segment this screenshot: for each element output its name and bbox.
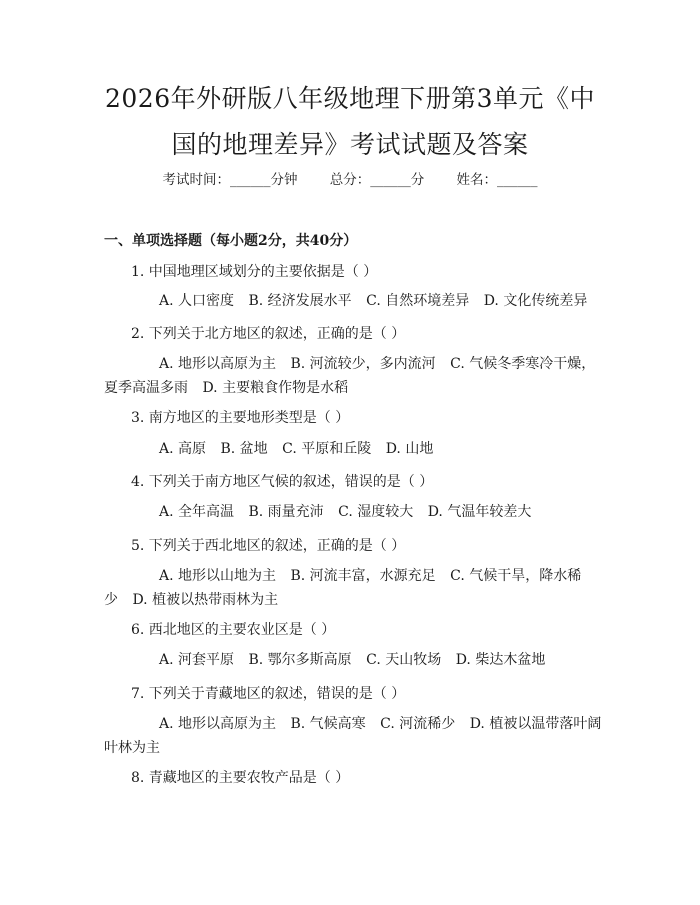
question-7-options (104, 712, 604, 760)
option-d: D. 柴达木盆地 (455, 652, 546, 668)
option-b: B. 河流较少，多内流河 (290, 356, 436, 372)
question-7-stem: 7. 下列关于青藏地区的叙述，错误的是（ ） (131, 686, 406, 702)
exam-meta (0, 168, 700, 188)
option-c: C. 气候冬季寒冷干燥，夏季高温多雨 (104, 356, 596, 396)
question-2-options (104, 352, 604, 400)
option-a: A. 地形以高原为主 (159, 716, 277, 732)
question-8-stem: 8. 青藏地区的主要农牧产品是（ ） (131, 770, 350, 786)
option-b: B. 盆地 (220, 441, 268, 457)
option-c: C. 平原和丘陵 (282, 441, 372, 457)
question-1-options (104, 289, 604, 313)
option-b: B. 气候高寒 (290, 716, 366, 732)
option-b: B. 河流丰富，水源充足 (290, 568, 436, 584)
option-a: A. 人口密度 (159, 293, 235, 309)
option-a: A. 全年高温 (159, 504, 235, 520)
exam-score: 总分：______分 (329, 172, 425, 188)
question-6-options (104, 648, 604, 672)
option-d: D. 植被以温带落叶阔叶林为主 (104, 716, 602, 756)
option-c: C. 自然环境差异 (366, 293, 470, 309)
option-a: A. 河套平原 (159, 652, 235, 668)
option-a: A. 高原 (159, 441, 207, 457)
question-2-stem: 2. 下列关于北方地区的叙述，正确的是（ ） (131, 326, 406, 342)
option-d: D. 植被以热带雨林为主 (132, 592, 279, 608)
option-b: B. 经济发展水平 (248, 293, 352, 309)
question-4-stem: 4. 下列关于南方地区气候的叙述，错误的是（ ） (131, 474, 434, 490)
option-b: B. 雨量充沛 (248, 504, 324, 520)
option-a: A. 地形以高原为主 (159, 356, 277, 372)
option-a: A. 地形以山地为主 (159, 568, 277, 584)
option-d: D. 文化传统差异 (483, 293, 588, 309)
question-4-options (104, 500, 604, 524)
option-c: C. 河流稀少 (380, 716, 456, 732)
question-5-options (104, 564, 604, 612)
exam-time: 考试时间：______分钟 (162, 172, 298, 188)
question-3-options (104, 437, 604, 461)
exam-name: 姓名：______ (456, 172, 538, 188)
section-title: 一、单项选择题（每小题2分，共40分） (104, 233, 358, 249)
question-3-stem: 3. 南方地区的主要地形类型是（ ） (131, 410, 350, 426)
question-6-stem: 6. 西北地区的主要农业区是（ ） (131, 622, 336, 638)
option-c: C. 气候干旱，降水稀少 (104, 568, 582, 608)
title-line-1: 2026年外研版八年级地理下册第3单元《中 (104, 84, 596, 113)
option-b: B. 鄂尔多斯高原 (248, 652, 352, 668)
option-d: D. 山地 (385, 441, 434, 457)
question-1-stem: 1. 中国地理区域划分的主要依据是（ ） (131, 264, 378, 280)
title-line-2: 国的地理差异》考试试题及答案 (171, 130, 529, 159)
question-5-stem: 5. 下列关于西北地区的叙述，正确的是（ ） (131, 538, 406, 554)
option-c: C. 天山牧场 (366, 652, 442, 668)
option-d: D. 气温年较差大 (427, 504, 532, 520)
page-title (70, 76, 630, 168)
option-d: D. 主要粮食作物是水稻 (202, 380, 349, 396)
option-c: C. 湿度较大 (338, 504, 414, 520)
